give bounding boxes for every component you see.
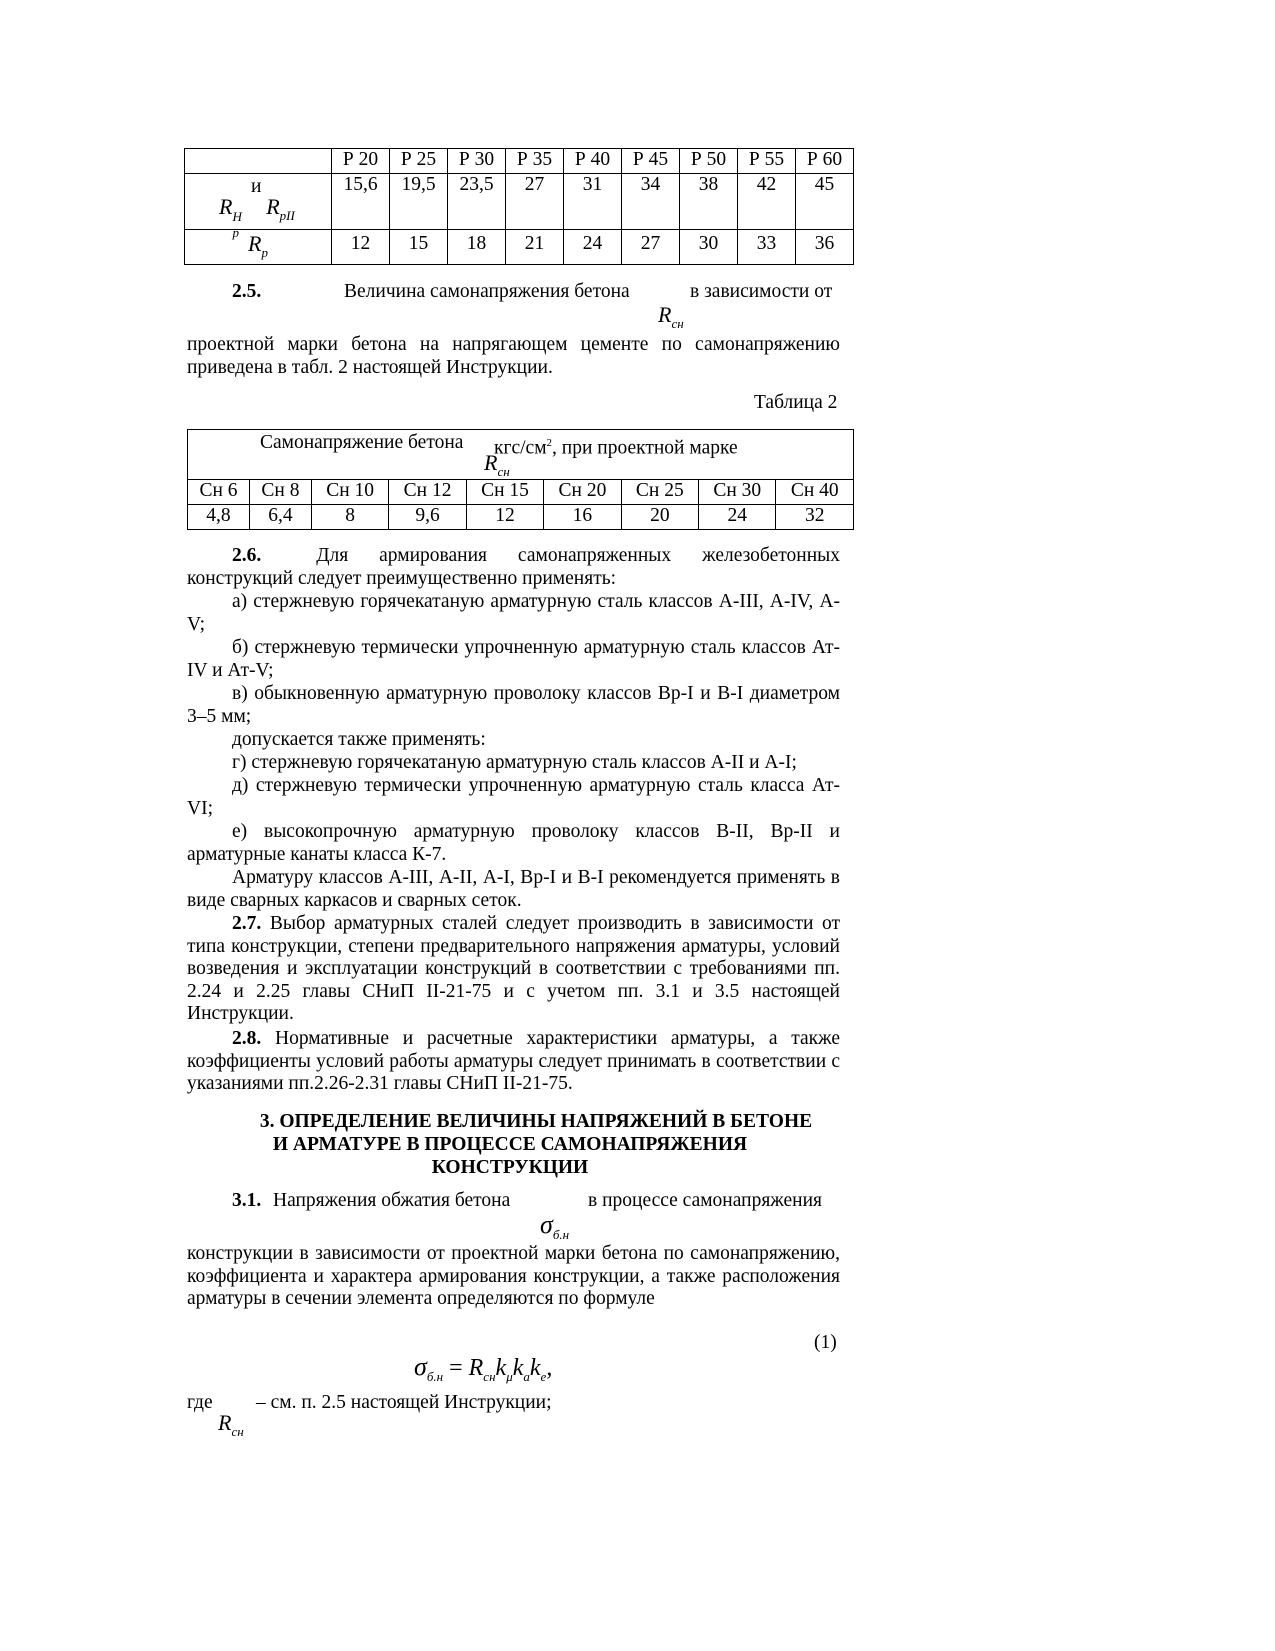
table-cell: 45 <box>796 174 854 230</box>
table-cell: 9,6 <box>389 505 466 530</box>
table-cell: 19,5 <box>390 174 448 230</box>
table-cell: 36 <box>796 230 854 265</box>
table-corner-cell <box>185 149 332 174</box>
table-header-cell: Р 55 <box>738 149 796 174</box>
table-row <box>185 230 854 265</box>
table-cell: 42 <box>738 174 796 230</box>
table-cell: 20 <box>621 505 698 530</box>
list-item: е) высокопрочную арматурную проволоку классов В-II, Вр-II и арматурные канаты класса К-7. <box>187 821 840 865</box>
section-3-heading-line-2: И АРМАТУРЕ В ПРОЦЕССЕ САМОНАПРЯЖЕНИЯ <box>272 1134 748 1155</box>
table-cell: Сн 8 <box>249 480 311 505</box>
table-cell: Сн 30 <box>699 480 776 505</box>
where-text: – см. п. 2.5 настоящей Инструкции; <box>256 1392 552 1413</box>
sigma-symbol: $\sigma_{б.н}$ <box>540 1210 570 1242</box>
where-word: где <box>187 1392 213 1413</box>
section-2-6-note: Арматуру классов А-III, А-II, А-I, Вр-I и В-I рекомендуется применять в виде сварных каркасов и сварных сеток. <box>187 867 840 911</box>
table-cell: Сн 25 <box>621 480 698 505</box>
table-cell: 30 <box>680 230 738 265</box>
table-cell: 6,4 <box>249 505 311 530</box>
table-cell: 16 <box>544 505 621 530</box>
table-cell: 23,5 <box>448 174 506 230</box>
section-3-1-number: 3.1. <box>232 1190 262 1211</box>
formula: $\sigma_{б.н} = R_{сн}k_\mu k_аk_е$, <box>414 1352 553 1384</box>
section-2-5-number: 2.5. <box>232 281 262 302</box>
table-cell: 32 <box>776 505 854 530</box>
table-cell: 21 <box>506 230 564 265</box>
section-3-1-text-b: в процессе самонапряжения <box>588 1190 823 1211</box>
where-symbol: $R_{сн}$ <box>218 1410 244 1439</box>
table-cell: 31 <box>564 174 622 230</box>
list-item: допускается также применять: <box>232 729 486 750</box>
table-cell: 38 <box>680 174 738 230</box>
table-2-caption: Таблица 2 <box>754 392 838 413</box>
list-item: д) стержневую термически упрочненную арматурную сталь класса Ат-VI; <box>187 775 840 819</box>
row-label-cell: $R_р$ <box>185 230 332 265</box>
table-header-cell: Р 50 <box>680 149 738 174</box>
table-cell: 34 <box>622 174 680 230</box>
list-item: а) стержневую горячекатаную арматурную сталь классов А-III, А-IV, А-V; <box>187 591 840 635</box>
table-header-cell: Самонапряжение бетона кгс/$см^2$, при проектной марке $R_{сн}$ <box>188 430 854 480</box>
row-label-symbols: R Н р $R_{pII}$ <box>219 194 295 240</box>
table-cell: Сн 10 <box>311 480 388 505</box>
table-cell: Сн 6 <box>188 480 250 505</box>
table-row <box>188 505 854 530</box>
table-cell: Сн 15 <box>466 480 543 505</box>
table-header-row <box>185 149 854 174</box>
table-cell: 24 <box>564 230 622 265</box>
section-2-5-text-a: Величина самонапряжения бетона <box>344 281 630 302</box>
strength-table <box>184 148 854 265</box>
table-header-cell: Р 40 <box>564 149 622 174</box>
table-cell: 15 <box>390 230 448 265</box>
section-2-7: 2.7. Выбор арматурных сталей следует производить в зависимости от типа конструкции, степени предварительного напряжения арматуры, условий возведения и эксплуатации конструкций в соответствии с требованиями пп. 2.24 и 2.25 главы СНиП II-21-75 и с учетом пп. 3.1 и 3.5 настоящей Инструкции. <box>187 913 840 1024</box>
table-cell: Сн 12 <box>389 480 466 505</box>
list-item: в) обыкновенную арматурную проволоку классов Вр-I и В-I диаметром 3–5 мм; <box>187 683 840 727</box>
section-2-5-body: проектной марки бетона на напрягающем цементе по самонапряжению приведена в табл. 2 настоящей Инструкции. <box>187 334 840 378</box>
table-cell: 18 <box>448 230 506 265</box>
section-3-1-body: конструкции в зависимости от проектной марки бетона по самонапряжению, коэффициента и характера армирования конструкции, а также расположения арматуры в сечении элемента определяются по формуле <box>187 1243 840 1309</box>
table-row <box>188 480 854 505</box>
table-cell: 24 <box>699 505 776 530</box>
table-cell: 15,6 <box>332 174 390 230</box>
table-header-cell: Р 20 <box>332 149 390 174</box>
table-cell: 8 <box>311 505 388 530</box>
table-cell: 27 <box>506 174 564 230</box>
section-3-heading-line-3: КОНСТРУКЦИИ <box>431 1157 589 1178</box>
table-cell: Сн 20 <box>544 480 621 505</box>
table-cell: 12 <box>466 505 543 530</box>
table-cell: 4,8 <box>188 505 250 530</box>
table-header-cell: Р 45 <box>622 149 680 174</box>
table-header-row <box>188 430 854 480</box>
formula-number: (1) <box>814 1332 837 1353</box>
r-sn-symbol: $R_{сн}$ <box>658 302 684 331</box>
table-header-cell: Р 35 <box>506 149 564 174</box>
table-cell: 33 <box>738 230 796 265</box>
table-cell: Сн 40 <box>776 480 854 505</box>
table-cell: 12 <box>332 230 390 265</box>
row-label-connector: и <box>251 176 262 197</box>
section-2-8: 2.8. Нормативные и расчетные характеристики арматуры, а также коэффициенты условий работы арматуры следует принимать в соответствии с указаниями пп.2.26-2.31 главы СНиП II-21-75. <box>187 1028 841 1094</box>
table-row <box>185 174 854 230</box>
table-header-cell: Р 30 <box>448 149 506 174</box>
self-stress-table <box>187 429 854 530</box>
section-2-6-intro: 2.6. Для армирования самонапряженных железобетонных конструкций следует преимущественно применять: <box>187 545 840 589</box>
list-item: б) стержневую термически упрочненную арматурную сталь классов Ат-IV и Ат-V; <box>187 637 840 681</box>
table-header-cell: Р 60 <box>796 149 854 174</box>
table-header-cell: Р 25 <box>390 149 448 174</box>
section-3-1-text-a: Напряжения обжатия бетона <box>273 1190 511 1211</box>
list-item: г) стержневую горячекатаную арматурную сталь классов А-II и А-I; <box>232 752 797 773</box>
section-3-heading-line-1: 3. ОПРЕДЕЛЕНИЕ ВЕЛИЧИНЫ НАПРЯЖЕНИЙ В БЕТОНЕ <box>259 1111 813 1132</box>
table-cell: 27 <box>622 230 680 265</box>
row-label-cell <box>185 174 332 240</box>
section-2-5-text-b: в зависимости от <box>690 281 833 302</box>
